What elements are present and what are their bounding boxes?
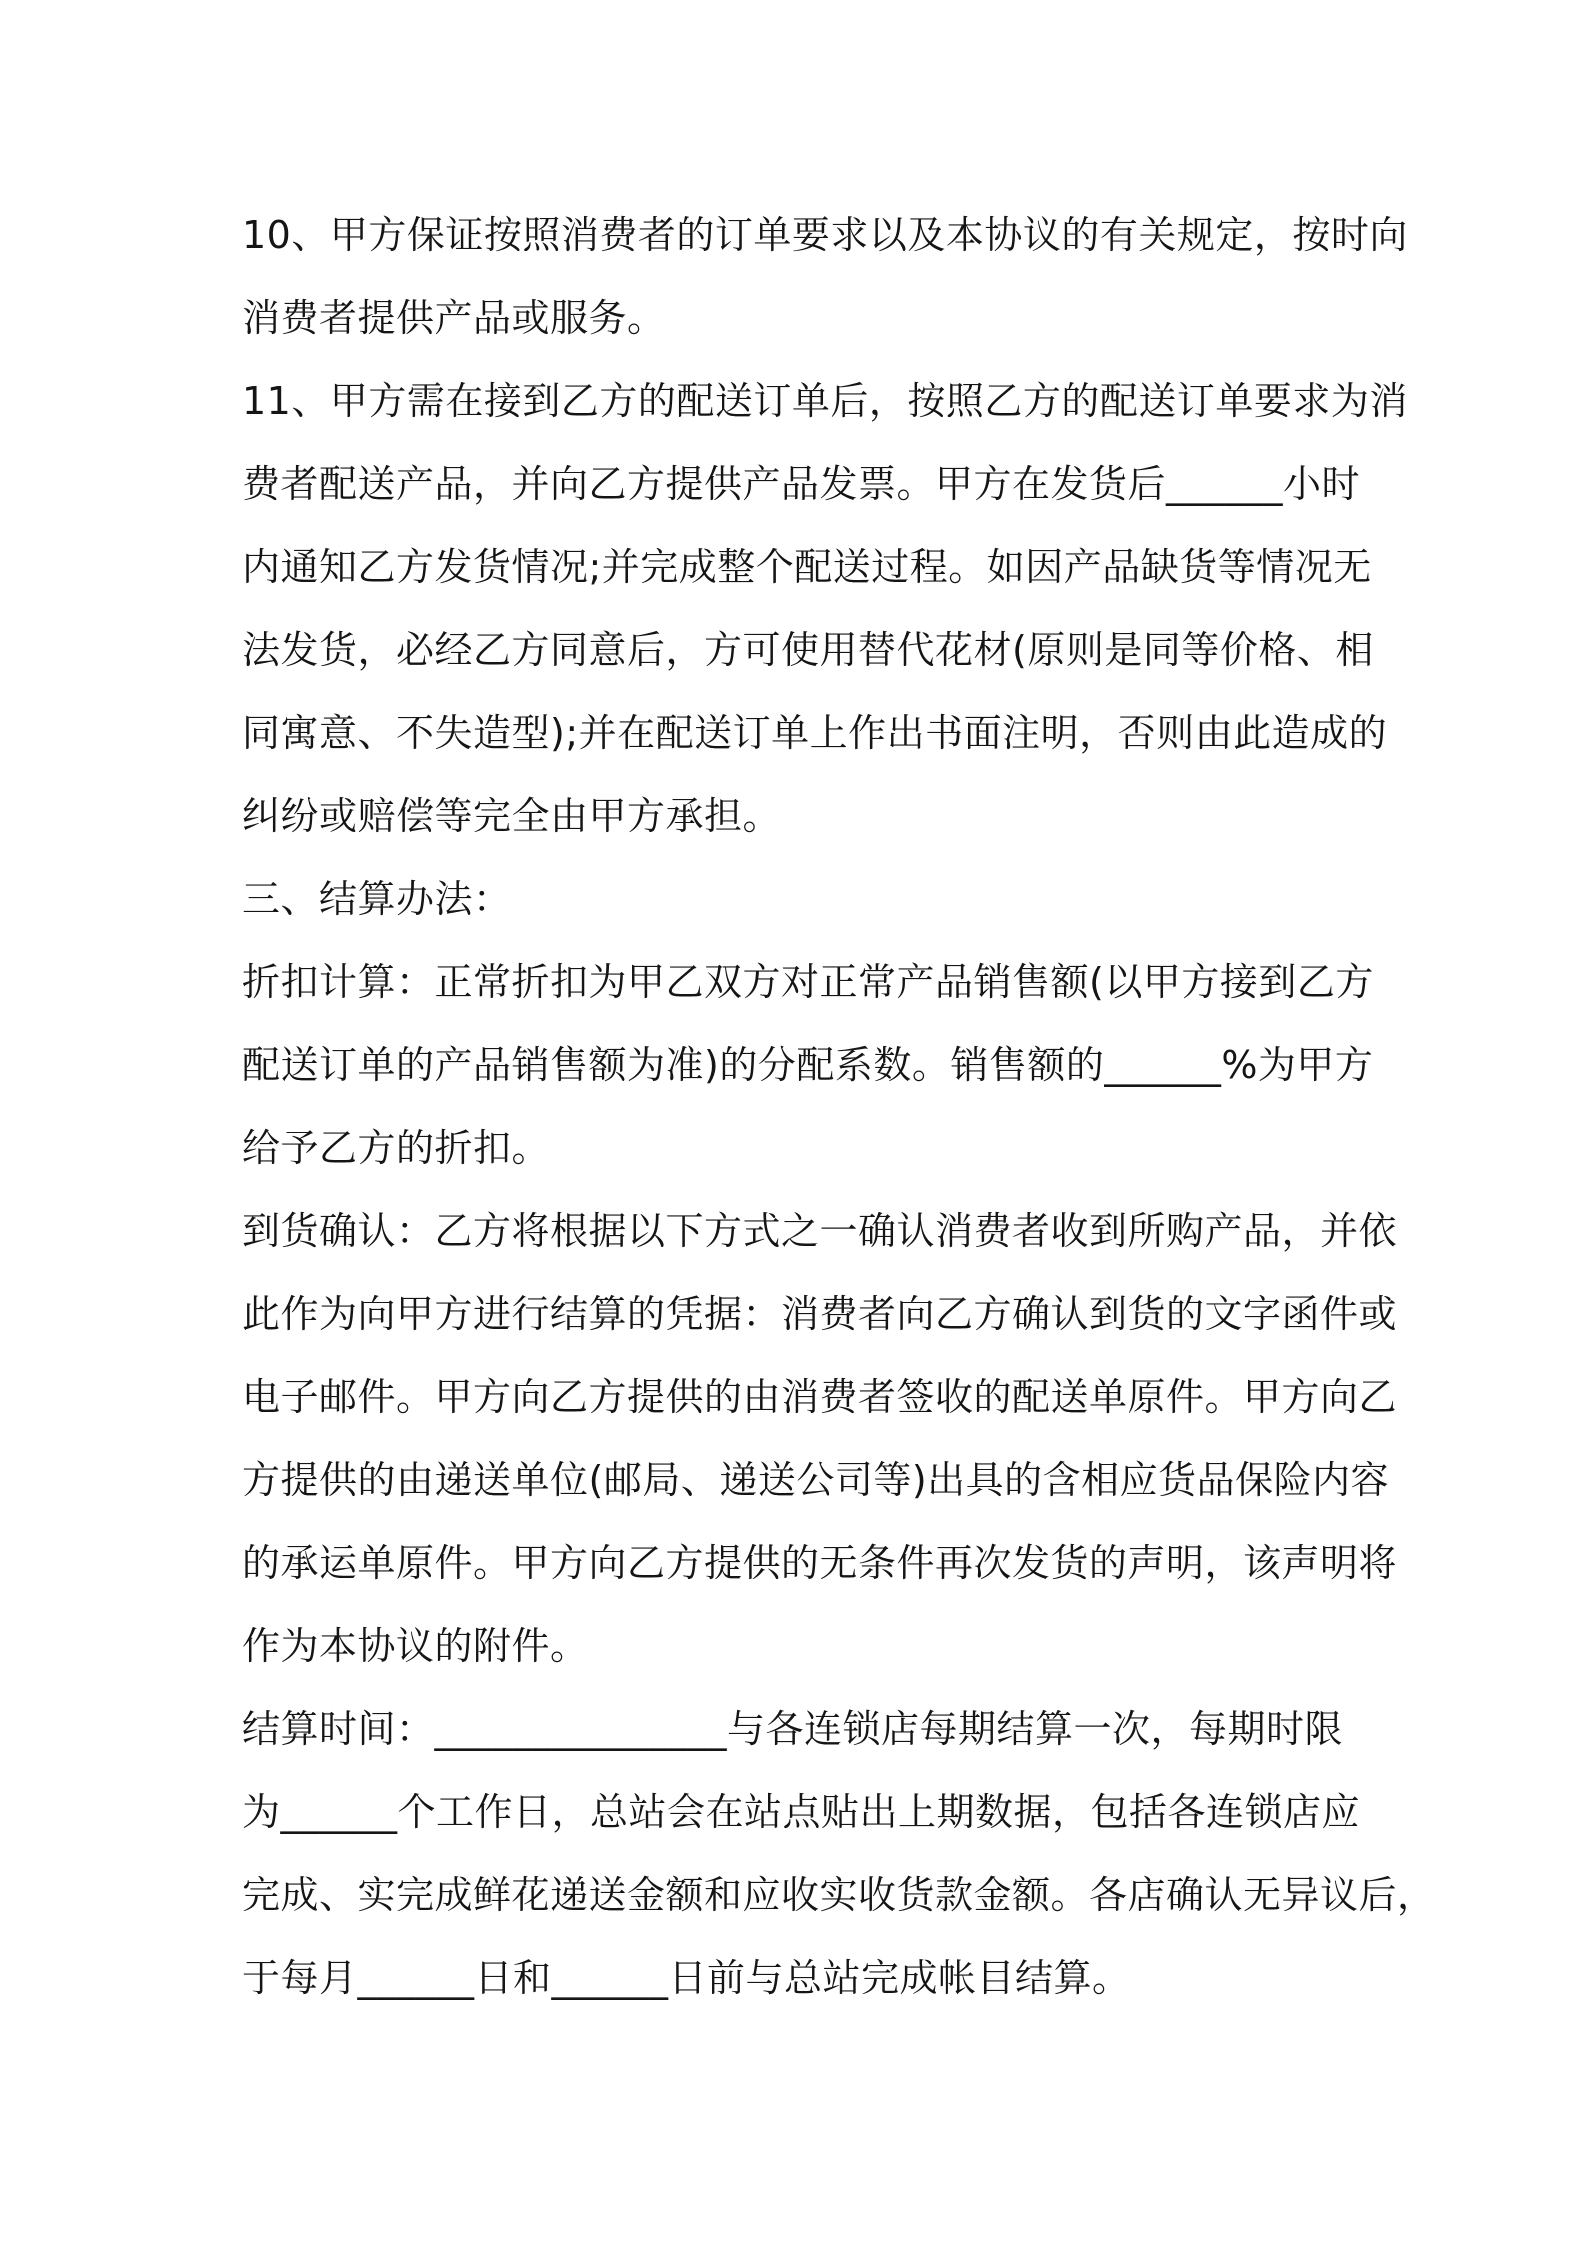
- text-line: 于每月______日和______日前与总站完成帐目结算。: [242, 1956, 1131, 2000]
- text-line: 消费者提供产品或服务。: [242, 296, 666, 340]
- section-heading: 三、结算办法：: [242, 877, 512, 921]
- text-line: 作为本协议的附件。: [242, 1624, 589, 1668]
- text-line: 法发货，必经乙方同意后，方可使用替代花材(原则是同等价格、相: [242, 628, 1374, 672]
- text-line: 结算时间：_______________与各连锁店每期结算一次，每期时限: [242, 1707, 1344, 1751]
- text-line: 方提供的由递送单位(邮局、递送公司等)出具的含相应货品保险内容: [242, 1458, 1390, 1502]
- text-line: 配送订单的产品销售额为准)的分配系数。销售额的______%为甲方: [242, 1043, 1374, 1087]
- text-line: 同寓意、不失造型);并在配送订单上作出书面注明，否则由此造成的: [242, 711, 1388, 755]
- text-line: 纠纷或赔偿等完全由甲方承担。: [242, 794, 782, 838]
- text-line: 费者配送产品，并向乙方提供产品发票。甲方在发货后______小时: [242, 462, 1361, 506]
- document-body: [242, 194, 1436, 2020]
- text-line: 内通知乙方发货情况;并完成整个配送过程。如因产品缺货等情况无: [242, 545, 1372, 589]
- text-line: 为______个工作日，总站会在站点贴出上期数据，包括各连锁店应: [242, 1790, 1361, 1834]
- text-line: 电子邮件。甲方向乙方提供的由消费者签收的配送单原件。甲方向乙: [242, 1375, 1398, 1419]
- text-line: 10、甲方保证按照消费者的订单要求以及本协议的有关规定，按时向: [242, 213, 1408, 257]
- text-line: 给予乙方的折扣。: [242, 1126, 551, 1170]
- text-line: 此作为向甲方进行结算的凭据：消费者向乙方确认到货的文字函件或: [242, 1292, 1398, 1336]
- text-line: 11、甲方需在接到乙方的配送订单后，按照乙方的配送订单要求为消: [242, 379, 1408, 423]
- text-line: 的承运单原件。甲方向乙方提供的无条件再次发货的声明，该声明将: [242, 1541, 1398, 1585]
- text-line: 完成、实完成鲜花递送金额和应收实收货款金额。各店确认无异议后，: [242, 1873, 1436, 1917]
- text-line: 折扣计算：正常折扣为甲乙双方对正常产品销售额(以甲方接到乙方: [242, 960, 1374, 1004]
- text-line: 到货确认：乙方将根据以下方式之一确认消费者收到所购产品，并依: [242, 1209, 1398, 1253]
